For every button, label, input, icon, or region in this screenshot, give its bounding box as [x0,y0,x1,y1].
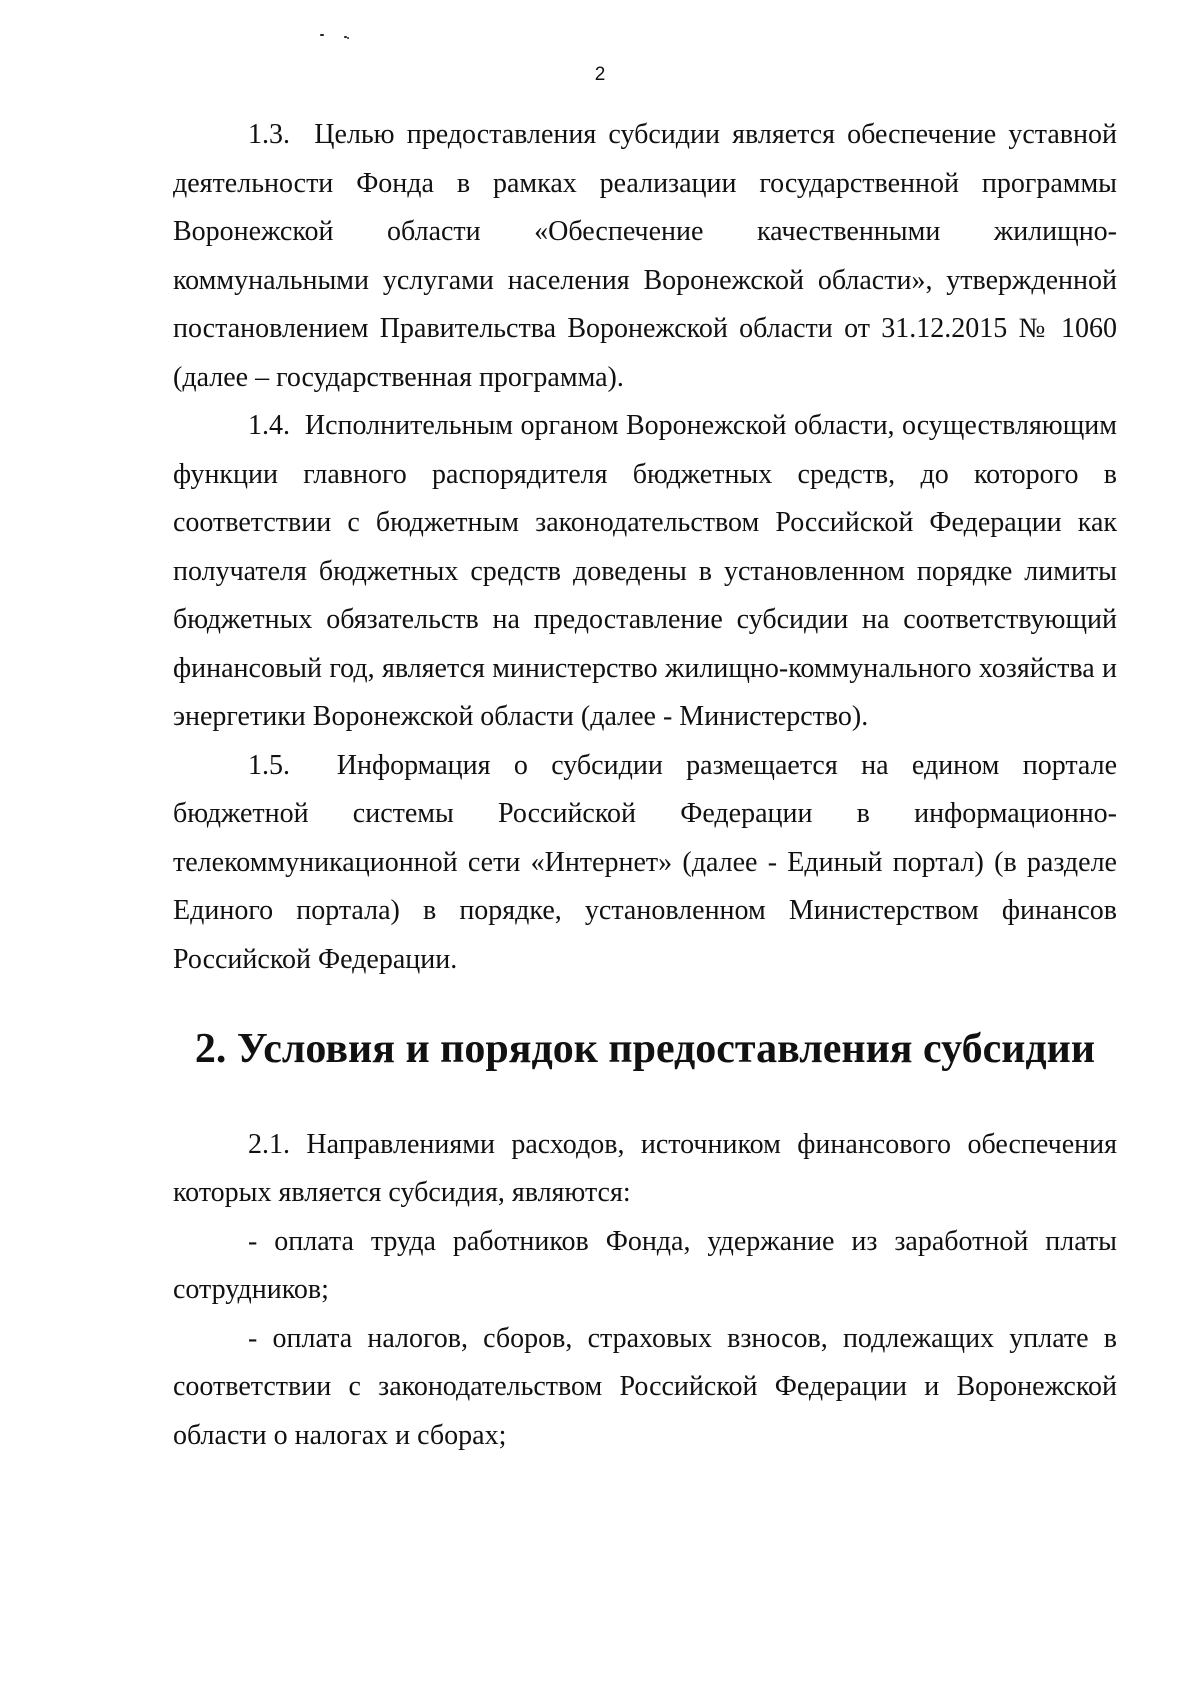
list-item-labor-pay: - оплата труда работников Фонда, удержание из заработной платы сотрудников; [173,1225,1117,1305]
section-heading: 2. Условия и порядок предоставления субсидии [194,1026,1096,1072]
paragraph-1-3: 1.3. Целью предоставления субсидии является обеспечение уставной деятельности Фонда в рамках реализации государственной программы Воронежской области «Обеспечение качественными жилищно-коммунальными услугами населения Воронежской области», утвержденной постановлением Правительства Воронежской области от 31.12.2015 № 1060 (далее – государственная программа). [173,119,1117,393]
page-number: 2 [594,64,606,85]
paragraph-2-1: 2.1. Направлениями расходов, источником финансового обеспечения которых является субсидия, являются: [173,1128,1117,1208]
paragraph-1-5: 1.5. Информация о субсидии размещается на едином портале бюджетной системы Российской Федерации в информационно-телекоммуникационной сети «Интернет» (далее - Единый портал) (в разделе Единого портала) в порядке, установленном Министерством финансов Российской Федерации. [173,749,1117,975]
paragraph-1-4: 1.4. Исполнительным органом Воронежской области, осуществляющим функции главного распорядителя бюджетных средств, до которого в соответствии с бюджетным законодательством Российской Федерации как получателя бюджетных средств доведены в установленном порядке лимиты бюджетных обязательств на предоставление субсидии на соответствующий финансовый год, является министерство жилищно-коммунального хозяйства и энергетики Воронежской области (далее - Министерство). [173,410,1117,732]
document-body [173,111,1117,1460]
scan-artifact [320,30,380,44]
list-item-taxes: - оплата налогов, сборов, страховых взносов, подлежащих уплате в соответствии с законодательством Российской Федерации и Воронежской области о налогах и сборах; [173,1322,1117,1451]
